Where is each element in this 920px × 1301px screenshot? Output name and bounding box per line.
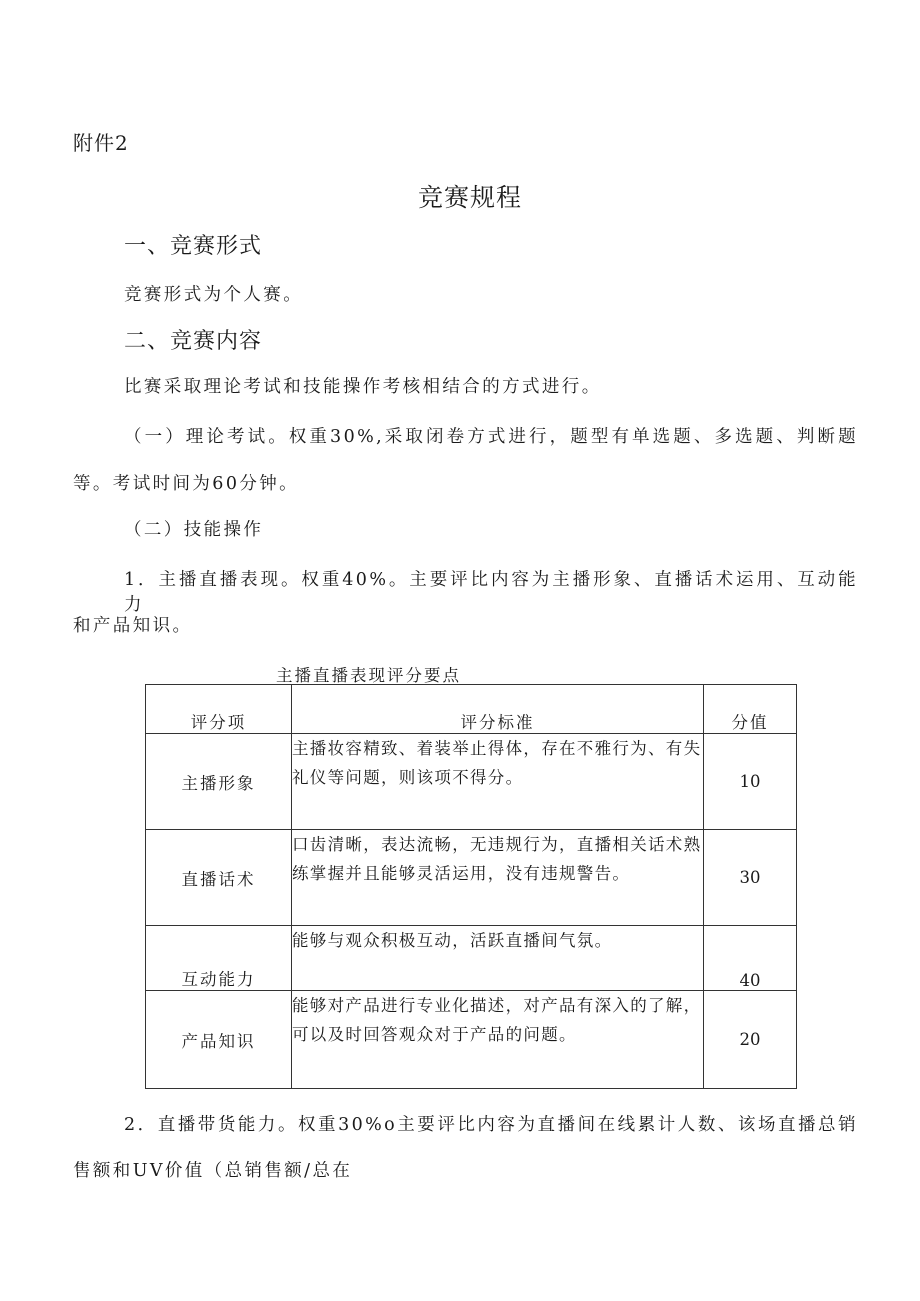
row-score: 20 (704, 991, 797, 1089)
row-standard: 能够与观众积极互动，活跃直播间气氛。 (292, 926, 704, 991)
score-table (145, 684, 797, 1089)
row-item: 主播形象 (146, 734, 292, 830)
item2-line-1: 2．直播带货能力。权重30%o主要评比内容为直播间在线累计人数、该场直播总销 (124, 1115, 858, 1135)
table-caption: 主播直播表现评分要点 (276, 666, 461, 685)
row-score: 30 (704, 830, 797, 926)
header-standard: 评分标准 (292, 685, 704, 734)
item1-line-2: 和产品知识。 (73, 616, 193, 636)
row-standard: 能够对产品进行专业化描述，对产品有深入的了解，可以及时回答观众对于产品的问题。 (292, 991, 704, 1089)
row-standard: 主播妆容精致、着装举止得体，存在不雅行为、有失礼仪等问题，则该项不得分。 (292, 734, 704, 830)
theory-exam-line-1: （一）理论考试。权重30%,采取闭卷方式进行，题型有单选题、多选题、判断题 (124, 427, 858, 447)
header-item: 评分项 (146, 685, 292, 734)
attachment-label: 附件2 (73, 131, 129, 155)
section-heading-format: 一、竞赛形式 (124, 234, 263, 259)
table-row (146, 991, 797, 1089)
row-item: 产品知识 (146, 991, 292, 1089)
item1-line-1: 1．主播直播表现。权重40%。主要评比内容为主播形象、直播话术运用、互动能力 (124, 570, 858, 615)
row-item: 直播话术 (146, 830, 292, 926)
theory-exam-line-2: 等。考试时间为60分钟。 (73, 474, 300, 494)
header-score: 分值 (704, 685, 797, 734)
row-standard: 口齿清晰，表达流畅，无违规行为，直播相关话术熟练掌握并且能够灵活运用，没有违规警告。 (292, 830, 704, 926)
table-row (146, 734, 797, 830)
section-heading-content: 二、竞赛内容 (124, 329, 263, 354)
item2-line-2: 售额和UV价值（总销售额/总在 (73, 1161, 353, 1181)
section-body-format: 竞赛形式为个人赛。 (124, 285, 304, 305)
document-title: 竞赛规程 (417, 183, 522, 212)
table-row (146, 830, 797, 926)
row-score: 40 (704, 926, 797, 991)
skill-operation-heading: （二）技能操作 (124, 520, 264, 540)
table-row (146, 926, 797, 991)
section-intro-content: 比赛采取理论考试和技能操作考核相结合的方式进行。 (124, 377, 602, 397)
row-item: 互动能力 (146, 926, 292, 991)
table-header-row (146, 685, 797, 734)
row-score: 10 (704, 734, 797, 830)
